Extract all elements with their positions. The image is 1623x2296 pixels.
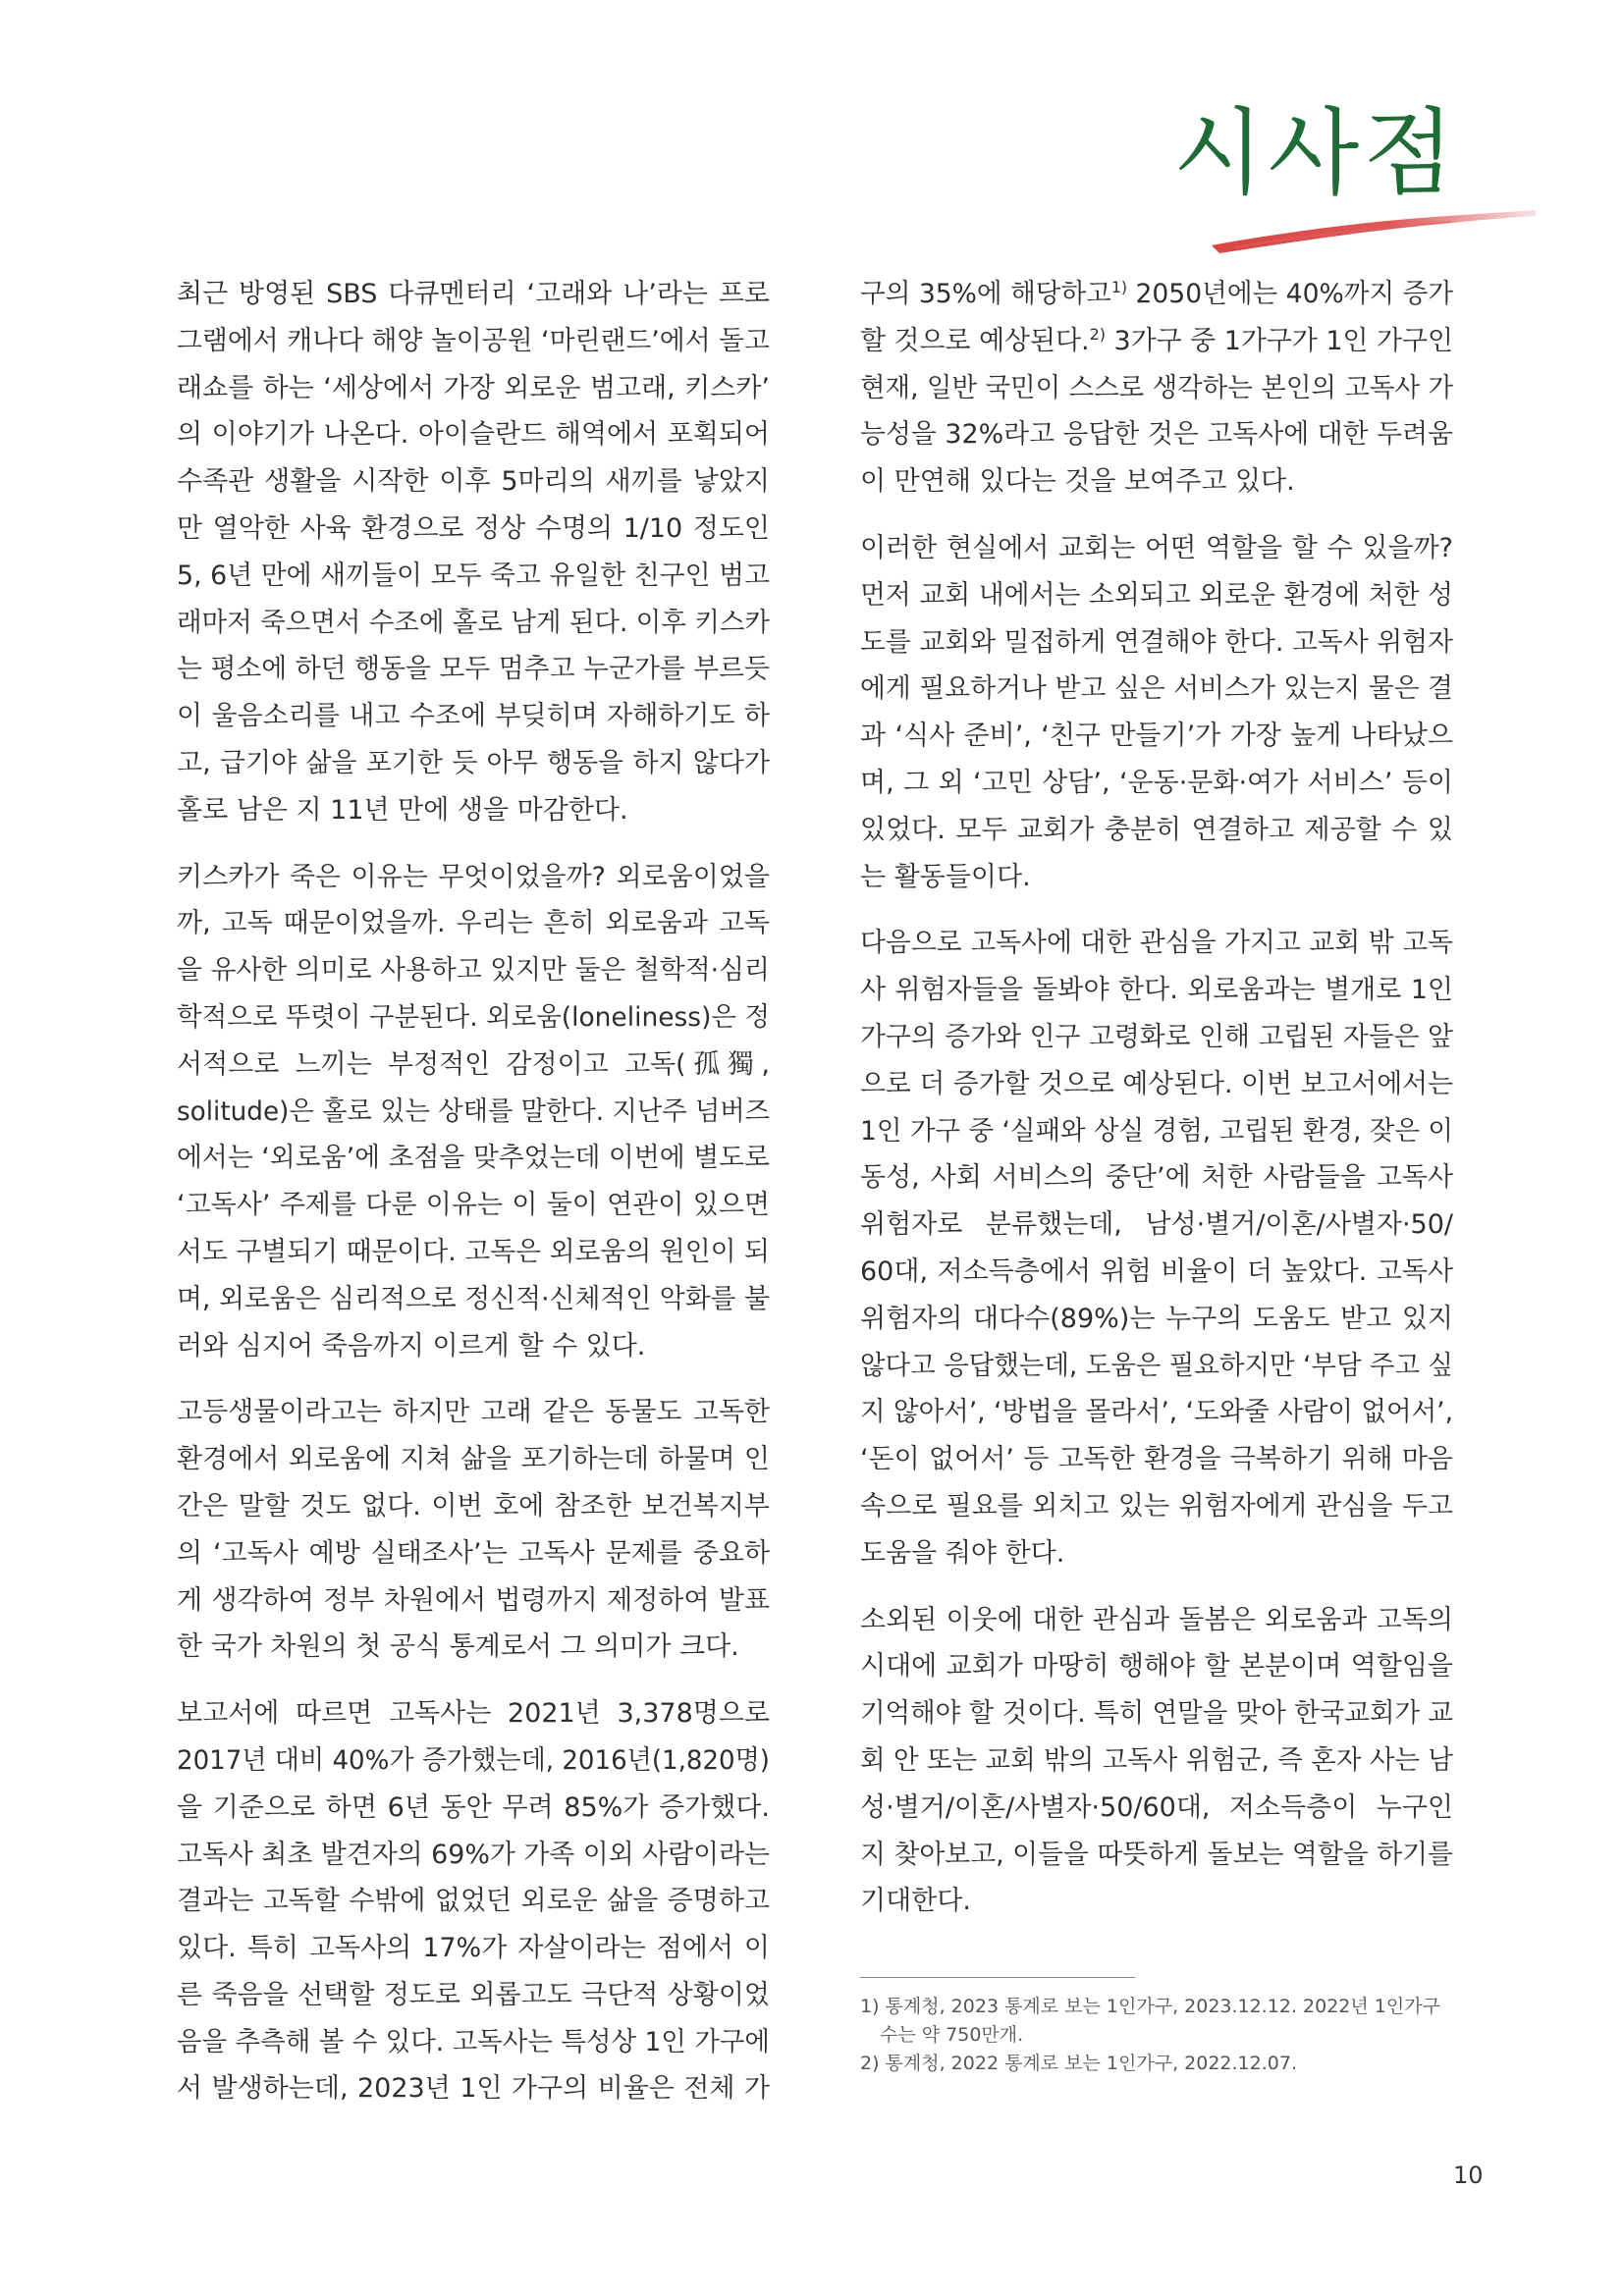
text-line: 이러한 현실에서 교회는 어떤 역할을 할 수 있을까? <box>860 532 1453 563</box>
left-column <box>177 271 770 2132</box>
text-line: 도움을 줘야 한다. <box>860 1537 1065 1569</box>
text-line: 래쇼를 하는 ‘세상에서 가장 외로운 범고래, 키스카’ <box>177 372 770 403</box>
text-line: 의 이야기가 나온다. 아이슬란드 해역에서 포획되어 <box>177 419 770 451</box>
section-title: 시사점 <box>1172 98 1458 208</box>
text-segment: 구의 35%에 해당하고 <box>860 279 1111 309</box>
text-line <box>860 318 1451 365</box>
text-line: 1인 가구 중 ‘실패와 상실 경험, 고립된 환경, 잦은 이 <box>860 1115 1453 1147</box>
text-line: 5, 6년 만에 새끼들이 모두 죽고 유일한 친구인 범고 <box>177 560 770 591</box>
text-line: 보고서에 따르면 고독사는 2021년 3,378명으로 <box>177 1698 770 1730</box>
text-line: 그램에서 캐나다 해양 놀이공원 ‘마린랜드’에서 돌고 <box>177 325 770 356</box>
text-line: 의 ‘고독사 예방 실태조사’는 고독사 문제를 중요하 <box>177 1537 770 1569</box>
text-line: 먼저 교회 내에서는 소외되고 외로운 환경에 처한 성 <box>860 579 1453 611</box>
text-line: 이 울음소리를 내고 수조에 부딪히며 자해하기도 하 <box>177 701 770 732</box>
footnote-divider <box>860 1977 1135 1978</box>
text-line: 며, 외로움은 심리적으로 정신적·신체적인 악화를 불 <box>177 1283 770 1314</box>
text-line: 게 생각하여 정부 차원에서 법령까지 제정하여 발표 <box>177 1584 770 1616</box>
text-line: 시대에 교회가 마땅히 행해야 할 본분이며 역할임을 <box>860 1651 1453 1682</box>
footnote-ref-2[interactable]: 2) <box>1089 324 1106 344</box>
text-line: 학적으로 뚜렷이 구분된다. 외로움(loneliness)은 정 <box>177 1001 771 1033</box>
text-line: 기억해야 할 것이다. 특히 연말을 맞아 한국교회가 교 <box>860 1698 1454 1730</box>
paragraph <box>177 854 770 1370</box>
text-line: 위험자의 대다수(89%)는 누구의 도움도 받고 있지 <box>860 1303 1453 1334</box>
text-line: 을 기준으로 하면 6년 동안 무려 85%가 증가했다. <box>177 1791 770 1823</box>
text-line: 사 위험자들을 돌봐야 한다. 외로움과는 별개로 1인 <box>860 975 1453 1006</box>
red-brush-underline <box>1206 196 1540 265</box>
footnote-ref-1[interactable]: 1) <box>1110 278 1128 296</box>
text-line <box>860 271 1453 318</box>
text-line: 있었다. 모두 교회가 충분히 연결하고 제공할 수 있 <box>860 814 1453 845</box>
paragraph <box>177 271 770 834</box>
text-line: ‘고독사’ 주제를 다룬 이유는 이 둘이 연관이 있으면 <box>177 1190 770 1221</box>
text-line: 60대, 저소득층에서 위험 비율이 더 높았다. 고독사 <box>860 1255 1453 1287</box>
text-line: 지 찾아보고, 이들을 따뜻하게 돌보는 역할을 하기를 <box>860 1839 1453 1870</box>
text-line: 동성, 사회 서비스의 중단’에 처한 사람들을 고독사 <box>860 1162 1453 1194</box>
text-line: 과 ‘식사 준비’, ‘친구 만들기’가 가장 높게 나타났으 <box>860 721 1453 752</box>
text-line: 다음으로 고독사에 대한 관심을 가지고 교회 밖 고독 <box>860 928 1453 959</box>
text-line: 을 유사한 의미로 사용하고 있지만 둘은 철학적·심리 <box>177 955 770 987</box>
text-line: 음을 추측해 볼 수 있다. 고독사는 특성상 1인 가구에 <box>177 2026 770 2057</box>
text-line: 고등생물이라고는 하지만 고래 같은 동물도 고독한 <box>177 1397 770 1428</box>
text-line: 회 안 또는 교회 밖의 고독사 위험군, 즉 혼자 사는 남 <box>860 1744 1453 1776</box>
text-line: ‘돈이 없어서’ 등 고독한 환경을 극복하기 위해 마음 <box>860 1444 1453 1475</box>
text-line: 고독사 최초 발견자의 69%가 가족 이외 사람이라는 <box>177 1839 770 1870</box>
text-line: 만 열악한 사육 환경으로 정상 수명의 1/10 정도인 <box>177 512 770 544</box>
text-line: 서도 구별되기 때문이다. 고독은 외로움의 원인이 되 <box>177 1236 770 1267</box>
paragraph <box>177 1690 770 2112</box>
paragraph <box>860 920 1453 1576</box>
text-line: 으로 더 증가할 것으로 예상된다. 이번 보고서에서는 <box>860 1068 1453 1099</box>
text-line: 까, 고독 때문이었을까. 우리는 흔히 외로움과 고독 <box>177 908 770 939</box>
text-line: 에서는 ‘외로움’에 초점을 맞추었는데 이번에 별도로 <box>177 1143 770 1174</box>
text-line: 환경에서 외로움에 지쳐 삶을 포기하는데 하물며 인 <box>177 1444 770 1475</box>
text-line: 가구의 증가와 인구 고령화로 인해 고립된 자들은 앞 <box>860 1021 1453 1052</box>
text-line: 지 않아서’, ‘방법을 몰라서’, ‘도와줄 사람이 없어서’, <box>860 1397 1454 1428</box>
text-line: 위험자로 분류했는데, 남성·별거/이혼/사별자·50/ <box>860 1209 1453 1241</box>
text-line: 서 발생하는데, 2023년 1인 가구의 비율은 전체 가 <box>177 2073 770 2105</box>
text-line: 능성을 32%라고 응답한 것은 고독사에 대한 두려움 <box>860 419 1453 451</box>
paragraph <box>860 525 1453 900</box>
text-line: 소외된 이웃에 대한 관심과 돌봄은 외로움과 고독의 <box>860 1604 1453 1635</box>
paragraph <box>860 1597 1453 1926</box>
paragraph <box>860 271 1453 506</box>
text-line: 러와 심지어 죽음까지 이르게 할 수 있다. <box>177 1330 646 1362</box>
text-line: 래마저 죽으면서 수조에 홀로 남게 된다. 이후 키스카 <box>177 607 771 638</box>
text-segment: 할 것으로 예상된다. <box>860 325 1090 356</box>
text-line: 현재, 일반 국민이 스스로 생각하는 본인의 고독사 가 <box>860 372 1454 403</box>
text-line: 한 국가 차원의 첫 공식 통계로서 그 의미가 크다. <box>177 1631 739 1663</box>
text-line: 결과는 고독할 수밖에 없었던 외로운 삶을 증명하고 <box>177 1886 770 1917</box>
text-line: 른 죽음을 선택할 정도로 외롭고도 극단적 상황이었 <box>177 1979 770 2010</box>
text-segment: 2050년에는 40%까지 증가 <box>1127 279 1453 309</box>
text-line: 2017년 대비 40%가 증가했는데, 2016년(1,820명) <box>177 1744 770 1776</box>
page-number: 10 <box>1453 2162 1484 2189</box>
text-line: 키스카가 죽은 이유는 무엇이었을까? 외로움이었을 <box>177 861 770 892</box>
footnote-2: 2) 통계청, 2022 통계로 보는 1인가구, 2022.12.07. <box>860 2053 1297 2074</box>
text-line: 고, 급기야 삶을 포기한 듯 아무 행동을 하지 않다가 <box>177 747 770 778</box>
text-line: 성·별거/이혼/사별자·50/60대, 저소득층이 누구인 <box>860 1791 1453 1823</box>
text-line: 않다고 응답했는데, 도움은 필요하지만 ‘부담 주고 싶 <box>860 1350 1454 1381</box>
footnotes <box>860 1993 1469 2078</box>
text-line: 에게 필요하거나 받고 싶은 서비스가 있는지 물은 결 <box>860 673 1453 705</box>
text-line: 간은 말할 것도 없다. 이번 호에 참조한 보건복지부 <box>177 1490 770 1522</box>
text-line: 수족관 생활을 시작한 이후 5마리의 새끼를 낳았지 <box>177 466 770 498</box>
footnote-1 <box>860 1993 1469 2050</box>
paragraph <box>177 1389 770 1671</box>
footnote-1-continuation: 수는 약 750만개. <box>880 2024 1024 2046</box>
text-line: 도를 교회와 밀접하게 연결해야 한다. 고독사 위험자 <box>860 626 1453 658</box>
text-line: 속으로 필요를 외치고 있는 위험자에게 관심을 두고 <box>860 1490 1453 1522</box>
text-line: 홀로 남은 지 11년 만에 생을 마감한다. <box>177 794 628 826</box>
text-line: 기대한다. <box>860 1886 971 1917</box>
text-line: solitude)은 홀로 있는 상태를 말한다. 지난주 넘버즈 <box>177 1095 771 1127</box>
footnote-1-line: 1) 통계청, 2023 통계로 보는 1인가구, 2023.12.12. 2022년 1인가구 <box>860 1996 1440 2017</box>
text-line: 서적으로 느끼는 부정적인 감정이고 고독(孤獨, <box>177 1048 770 1080</box>
text-line: 는 활동들이다. <box>860 861 1031 892</box>
text-line: 최근 방영된 SBS 다큐멘터리 ‘고래와 나’라는 프로 <box>177 279 770 309</box>
text-line: 이 만연해 있다는 것을 보여주고 있다. <box>860 466 1295 498</box>
text-line: 며, 그 외 ‘고민 상담’, ‘운동·문화·여가 서비스’ 등이 <box>860 767 1453 798</box>
text-line: 는 평소에 하던 행동을 모두 멈추고 누군가를 부르듯 <box>177 654 770 685</box>
text-segment: 3가구 중 1가구가 1인 가구인 <box>1105 325 1453 356</box>
text-line: 있다. 특히 고독사의 17%가 자살이라는 점에서 이 <box>177 1933 770 1964</box>
right-column <box>860 271 1453 1945</box>
